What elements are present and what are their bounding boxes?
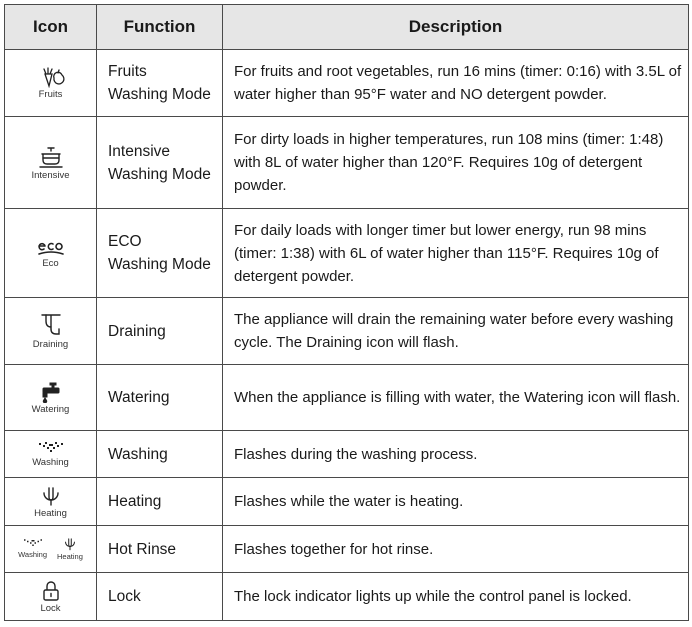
function-cell xyxy=(97,478,223,526)
table-row-lock xyxy=(5,573,689,621)
description-cell: For daily loads with longer timer but lower energy, run 98 mins (timer: 1:38) with 6L of water higher than 115°F. Requires 10g of detergent powder. xyxy=(223,209,689,298)
function-cell xyxy=(97,365,223,431)
table-header-row xyxy=(5,5,689,50)
function-subtitle: Washing Mode xyxy=(108,86,211,103)
intensive-icon-label: Intensive xyxy=(31,169,70,181)
draining-icon-label: Draining xyxy=(32,339,69,350)
description-cell: The appliance will drain the remaining water before every washing cycle. The Draining icon will flash. xyxy=(223,298,689,365)
function-name: Fruits xyxy=(108,63,147,80)
lock-icon xyxy=(42,580,60,602)
description-cell: For fruits and root vegetables, run 16 mins (timer: 0:16) with 3.5L of water higher than 95°F water and NO detergent powder. xyxy=(223,50,689,117)
fruits-icon xyxy=(36,66,66,88)
table-row-washing xyxy=(5,431,689,478)
eco-icon xyxy=(36,237,66,257)
description-cell: Flashes while the water is heating. xyxy=(223,478,689,526)
fruits-icon-label: Fruits xyxy=(38,89,63,100)
washing-mode-table xyxy=(4,4,689,621)
watering-icon-label: Watering xyxy=(31,403,70,415)
draining-icon xyxy=(38,312,64,338)
function-name: Washing xyxy=(108,445,168,463)
table-row-heating xyxy=(5,478,689,526)
header-description: Description xyxy=(223,5,689,50)
function-name: Lock xyxy=(108,588,141,605)
icon-cell xyxy=(5,50,97,117)
function-name: Intensive xyxy=(108,142,171,160)
icon-cell xyxy=(5,431,97,478)
function-cell xyxy=(97,117,223,209)
description-cell: Flashes together for hot rinse. xyxy=(223,526,689,573)
function-name: Heating xyxy=(108,493,162,510)
function-name: Watering xyxy=(108,389,170,406)
icon-cell xyxy=(5,573,97,621)
icon-cell xyxy=(5,117,97,209)
table-row-intensive xyxy=(5,117,689,209)
table-row-hot-rinse xyxy=(5,526,689,573)
function-subtitle: Washing Mode xyxy=(108,165,211,183)
intensive-icon xyxy=(38,145,64,169)
heating-icon-label: Heating xyxy=(34,507,67,519)
heating-icon xyxy=(40,485,62,507)
icon-cell xyxy=(5,478,97,526)
table-row-watering xyxy=(5,365,689,431)
icon-cell xyxy=(5,209,97,298)
function-cell xyxy=(97,298,223,365)
function-name: Draining xyxy=(108,322,166,340)
watering-icon xyxy=(39,381,63,403)
function-cell xyxy=(97,209,223,298)
eco-icon-label: Eco xyxy=(42,258,59,269)
table-row-draining xyxy=(5,298,689,365)
description-cell: For dirty loads in higher temperatures, run 108 mins (timer: 1:48) with 8L of water higher than 120°F. Requires 10g of detergent powder. xyxy=(223,117,689,209)
function-name: ECO xyxy=(108,233,142,250)
description-cell: Flashes during the washing process. xyxy=(223,431,689,478)
function-cell xyxy=(97,526,223,573)
icon-cell xyxy=(5,526,97,573)
table-row-eco xyxy=(5,209,689,298)
hot-rinse-icons xyxy=(5,537,96,561)
washing-icon-label: Washing xyxy=(32,457,69,468)
heating-icon-label: Heating xyxy=(57,552,83,561)
table-row-fruits xyxy=(5,50,689,117)
icon-cell xyxy=(5,365,97,431)
heating-icon xyxy=(62,537,78,551)
description-cell: The lock indicator lights up while the control panel is locked. xyxy=(223,573,689,621)
washing-icon xyxy=(21,537,45,549)
header-icon: Icon xyxy=(5,5,97,50)
lock-icon-label: Lock xyxy=(40,602,61,614)
function-subtitle: Washing Mode xyxy=(108,256,211,273)
washing-icon xyxy=(35,440,67,456)
header-function: Function xyxy=(97,5,223,50)
function-cell xyxy=(97,573,223,621)
description-cell: When the appliance is filling with water, the Watering icon will flash. xyxy=(223,365,689,431)
washing-icon-label: Washing xyxy=(18,550,48,559)
function-cell xyxy=(97,50,223,117)
function-name: Hot Rinse xyxy=(108,540,177,558)
icon-cell xyxy=(5,298,97,365)
function-cell xyxy=(97,431,223,478)
